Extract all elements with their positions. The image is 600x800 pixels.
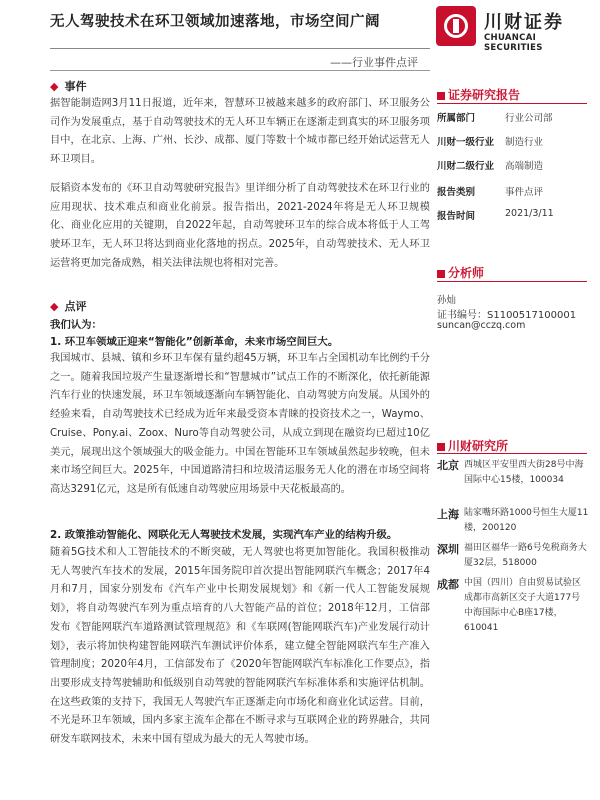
analyst-email[interactable]: suncan@cczq.com — [437, 320, 526, 331]
industry-l1-value: 制造行业 — [505, 137, 544, 148]
subtitle-divider — [50, 70, 430, 71]
report-info-divider — [437, 103, 587, 104]
comment-heading: ◆ 点评 — [50, 300, 87, 313]
diamond-icon: ◆ — [50, 80, 59, 93]
report-date-label: 报告时间 — [437, 211, 476, 222]
report-info-heading: 证券研究报告 — [437, 86, 520, 103]
event-paragraph-1: 据智能制造网3月11日报道，近年来，智慧环卫被越来越多的政府部门、环卫服务公司作为发展重点，基于自动驾驶技术的无人环卫车辆正在逐渐走到真实的环卫服务项目中，在北京、上海、广州、长沙、成都、厦门等数十个城市都已经开始试运营无人环卫项目。 — [50, 98, 430, 166]
point-1-heading: 1. 环卫车领域正迎来“智能化”创新革命，未来市场空间巨大。 — [50, 336, 339, 348]
logo-english-name: CHUANCAI SECURITIES — [484, 33, 543, 53]
diamond-icon: ◆ — [50, 300, 59, 313]
event-paragraph-2: 辰韬资本发布的《环卫自动驾驶研究报告》里详细分析了自动驾驶技术在环卫行业的应用现状、技术难点和商业化前景。报告指出，2021-2024年将是无人环卫规模化、商业化应用的关键期，自2022年起，自动驾驶环卫车的综合成本将低于人工驾驶环卫车，无人环卫将达到商业化落地的拐点。2025年，自动驾驶技术、无人环卫运营将更加完备成熟，相关法律法规也将相对完善。 — [50, 183, 430, 269]
report-type-label: 报告类别 — [437, 187, 476, 198]
analyst-name: 孙灿 — [437, 295, 457, 306]
report-date-value: 2021/3/11 — [505, 208, 554, 219]
office-city-shenzhen: 深圳 — [437, 543, 459, 556]
square-icon — [437, 443, 445, 451]
header-divider — [50, 48, 430, 49]
institute-heading: 川财研究所 — [437, 437, 508, 454]
company-logo — [436, 6, 586, 53]
square-icon — [437, 92, 445, 100]
department-value: 行业公司部 — [505, 113, 553, 124]
industry-l2-value: 高端制造 — [505, 161, 544, 172]
office-city-chengdu: 成都 — [437, 578, 459, 591]
office-address-beijing: 西城区平安里西大街28号中海国际中心15楼，100034 — [464, 460, 584, 485]
we-think-label: 我们认为： — [50, 319, 102, 331]
logo-mark-icon — [436, 6, 476, 46]
institute-divider — [437, 453, 587, 454]
point-2-paragraph: 随着5G技术和人工智能技术的不断突破，无人驾驶也将更加智能化。我国积极推动无人驾驶汽车技术的发展，2015年国务院印首次提出智能网联汽车概念；2017年4月和7月，国家分别发布《汽车产业中长期发展规划》和《新一代人工智能发展规划》，将自动驾驶汽车列为重点培育的八大智能产品的首位；2018年12月，工信部发布《智能网联汽车道路测试管理规范》和《车联网(智能网联汽车)产业发展行动计划》，表示将加快构建智能网联汽车测试评价体系，建立健全智能网联汽车生产准入管理制度；2020年4月，工信部发布了《2020年智能网联汽车标准化工作要点》，指出要形成支持驾驶辅助和低级别自动驾驶的智能网联汽车标准体系和实施评估机制。在这些政策的支持下，我国无人驾驶汽车正逐渐走向市场化和商业化试运营。目前，不光是环卫车领域，国内多家主流车企都在不断寻求与互联网企业的跨界融合，共同研发车联网技术，未来中国有望成为最大的无人驾驶市场。 — [50, 547, 430, 746]
analyst-divider — [437, 281, 587, 282]
point-2-heading: 2. 政策推动智能化、网联化无人驾驶技术发展，实现汽车产业的结构升级。 — [50, 529, 398, 541]
report-subtitle: ——行业事件点评 — [330, 56, 418, 69]
square-icon — [437, 270, 445, 278]
office-city-beijing: 北京 — [437, 459, 459, 472]
industry-l1-label: 川财一级行业 — [437, 137, 495, 148]
analyst-certificate: 证书编号：S1100517100001 — [437, 310, 577, 321]
industry-l2-label: 川财二级行业 — [437, 161, 495, 172]
point-1-paragraph: 我国城市、县城、镇和乡环卫车保有量约超45万辆，环卫车占全国机动车比例约千分之一。随着我国垃圾产生量逐渐增长和“智慧城市”试点工作的不断深化，依托新能源汽车行业的快速发展，环卫车领域逐渐向车辆智能化、自动驾驶方向发展。从国外的经验来看，自动驾驶技术已经成为近年来最受资本青睐的投资技术之一，Waymo、Cruise、Pony.ai、Zoox、Nuro等自动驾驶公司，从成立到现在融资均已超过10亿美元，展现出这个领域强大的吸金能力。中国在智能环卫车领域虽然起步较晚，但未来市场空间巨大。2025年，中国道路清扫和垃圾清运服务无人化的潜在市场空间将高达3291亿元，这是所有低速自动驾驶应用场景中天花板最高的。 — [50, 353, 430, 495]
analyst-heading: 分析师 — [437, 264, 484, 281]
office-city-shanghai: 上海 — [437, 508, 459, 521]
office-address-chengdu: 中国（四川）自由贸易试验区成都市高新区交子大道177号中海国际中心B座17楼，610041 — [464, 578, 582, 633]
event-heading: ◆ 事件 — [50, 80, 87, 93]
report-title: 无人驾驶技术在环卫领域加速落地，市场空间广阔 — [50, 13, 380, 30]
report-type-value: 事件点评 — [505, 187, 544, 198]
department-label: 所属部门 — [437, 113, 476, 124]
office-address-shanghai: 陆家嘴环路1000号恒生大厦11楼，200120 — [464, 508, 589, 533]
office-address-shenzhen: 福田区福华一路6号免税商务大厦32层，518000 — [464, 543, 587, 568]
logo-chinese-name: 川财证券 — [484, 12, 564, 33]
